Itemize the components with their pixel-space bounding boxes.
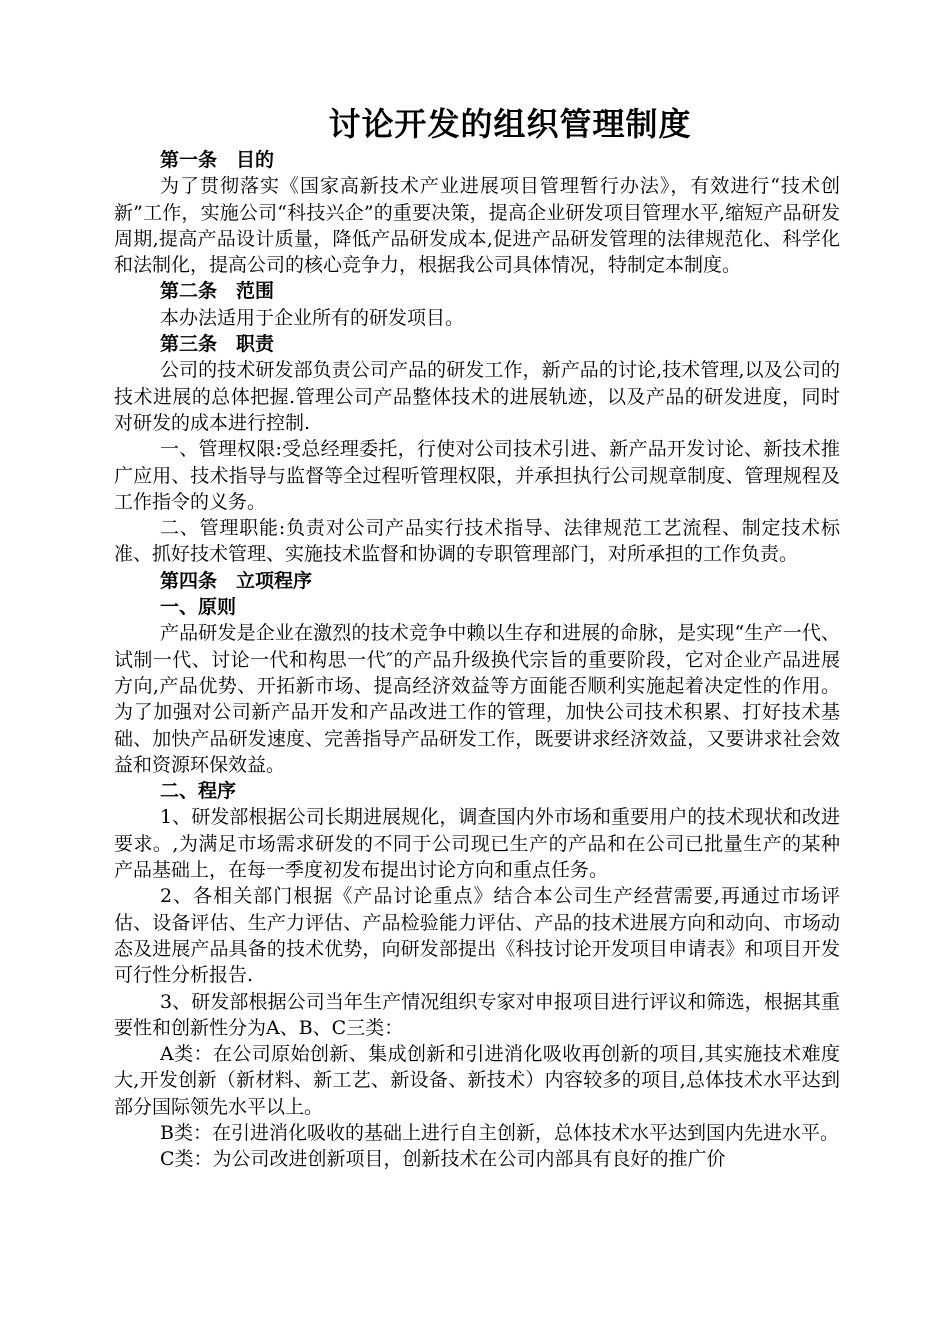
section-heading: 第四条 立项程序 bbox=[160, 569, 313, 592]
paragraph: 1、研发部根据公司长期进展规化，调查国内外市场和重要用户的技术现状和改进要求。,为满足市场需求研发的不同于公司现已生产的产品和在公司已批量生产的某种产品基础上，在每一季度初发布提出讨论方向和重点任务。 bbox=[114, 806, 840, 882]
paragraph: 公司的技术研发部负责公司产品的研发工作，新产品的讨论,技术管理,以及公司的技术进展的总体把握.管理公司产品整体技术的进展轨迹，以及产品的研发进度，同时对研发的成本进行控制. bbox=[114, 359, 840, 434]
paragraph: 2、各相关部门根据《产品讨论重点》结合本公司生产经营需要,再通过市场评估、设备评估、生产力评估、产品检验能力评估、产品的技术进展方向和动向、市场动态及进展产品具备的技术优势，向研发部提出《科技讨论开发项目申请表》和项目开发可行性分析报告. bbox=[114, 885, 840, 987]
paragraph: 3、研发部根据公司当年生产情况组织专家对申报项目进行评议和筛选，根据其重要性和创新性分为A、B、C三类： bbox=[114, 990, 840, 1039]
document-body bbox=[114, 147, 840, 1173]
paragraph: 一、管理权限:受总经理委托，行使对公司技术引进、新产品开发讨论、新技术推广应用、技术指导与监督等全过程听管理权限，并承担执行公司规章制度、管理规程及工作指令的义务。 bbox=[114, 438, 840, 513]
paragraph: 产品研发是企业在激烈的技术竞争中赖以生存和进展的命脉，是实现“生产一代、试制一代、讨论一代和构思一代″的产品升级换代宗旨的重要阶段，它对企业产品进展方向,产品优势、开拓新市场、提高经济效益等方面能否顺利实施起着决定性的作用。为了加强对公司新产品开发和产品改进工作的管理，加快公司技术积累、打好技术基础、加快产品研发速度、完善指导产品研发工作，既要讲求经济效益，又要讲求社会效益和资源环保效益。 bbox=[114, 622, 840, 776]
document-title: 讨论开发的组织管理制度 bbox=[328, 105, 692, 143]
section-heading: 第一条 目的 bbox=[160, 149, 275, 171]
paragraph: 为了贯彻落实《国家高新技术产业进展项目管理暂行办法》，有效进行“技术创新”工作，实施公司“科技兴企”的重要决策，提高企业研发项目管理水平,缩短产品研发周期,提高产品设计质量，降低产品研发成本,促进产品研发管理的法律规范化、科学化和法制化，提高公司的核心竞争力，根据我公司具体情况，特制定本制度。 bbox=[114, 175, 840, 277]
section-heading: 一、原则 bbox=[160, 596, 237, 619]
paragraph: A类：在公司原始创新、集成创新和引进消化吸收再创新的项目,其实施技术难度大,开发创新（新材料、新工艺、新设备、新技术）内容较多的项目,总体技术水平达到部分国际领先水平以上。 bbox=[114, 1043, 840, 1118]
paragraph: B类：在引进消化吸收的基础上进行自主创新，总体技术水平达到国内先进水平。 bbox=[160, 1121, 839, 1144]
section-heading: 第三条 职责 bbox=[160, 333, 275, 356]
section-heading: 二、程序 bbox=[160, 780, 237, 803]
section-heading: 第二条 范围 bbox=[160, 280, 275, 303]
paragraph: 本办法适用于企业所有的研发项目。 bbox=[160, 306, 465, 329]
paragraph: 二、管理职能:负责对公司产品实行技术指导、法律规范工艺流程、制定技术标准、抓好技术管理、实施技术监督和协调的专职管理部门，对所承担的工作负责。 bbox=[114, 517, 840, 566]
paragraph: C类：为公司改进创新项目，创新技术在公司内部具有良好的推广价 bbox=[160, 1148, 726, 1171]
